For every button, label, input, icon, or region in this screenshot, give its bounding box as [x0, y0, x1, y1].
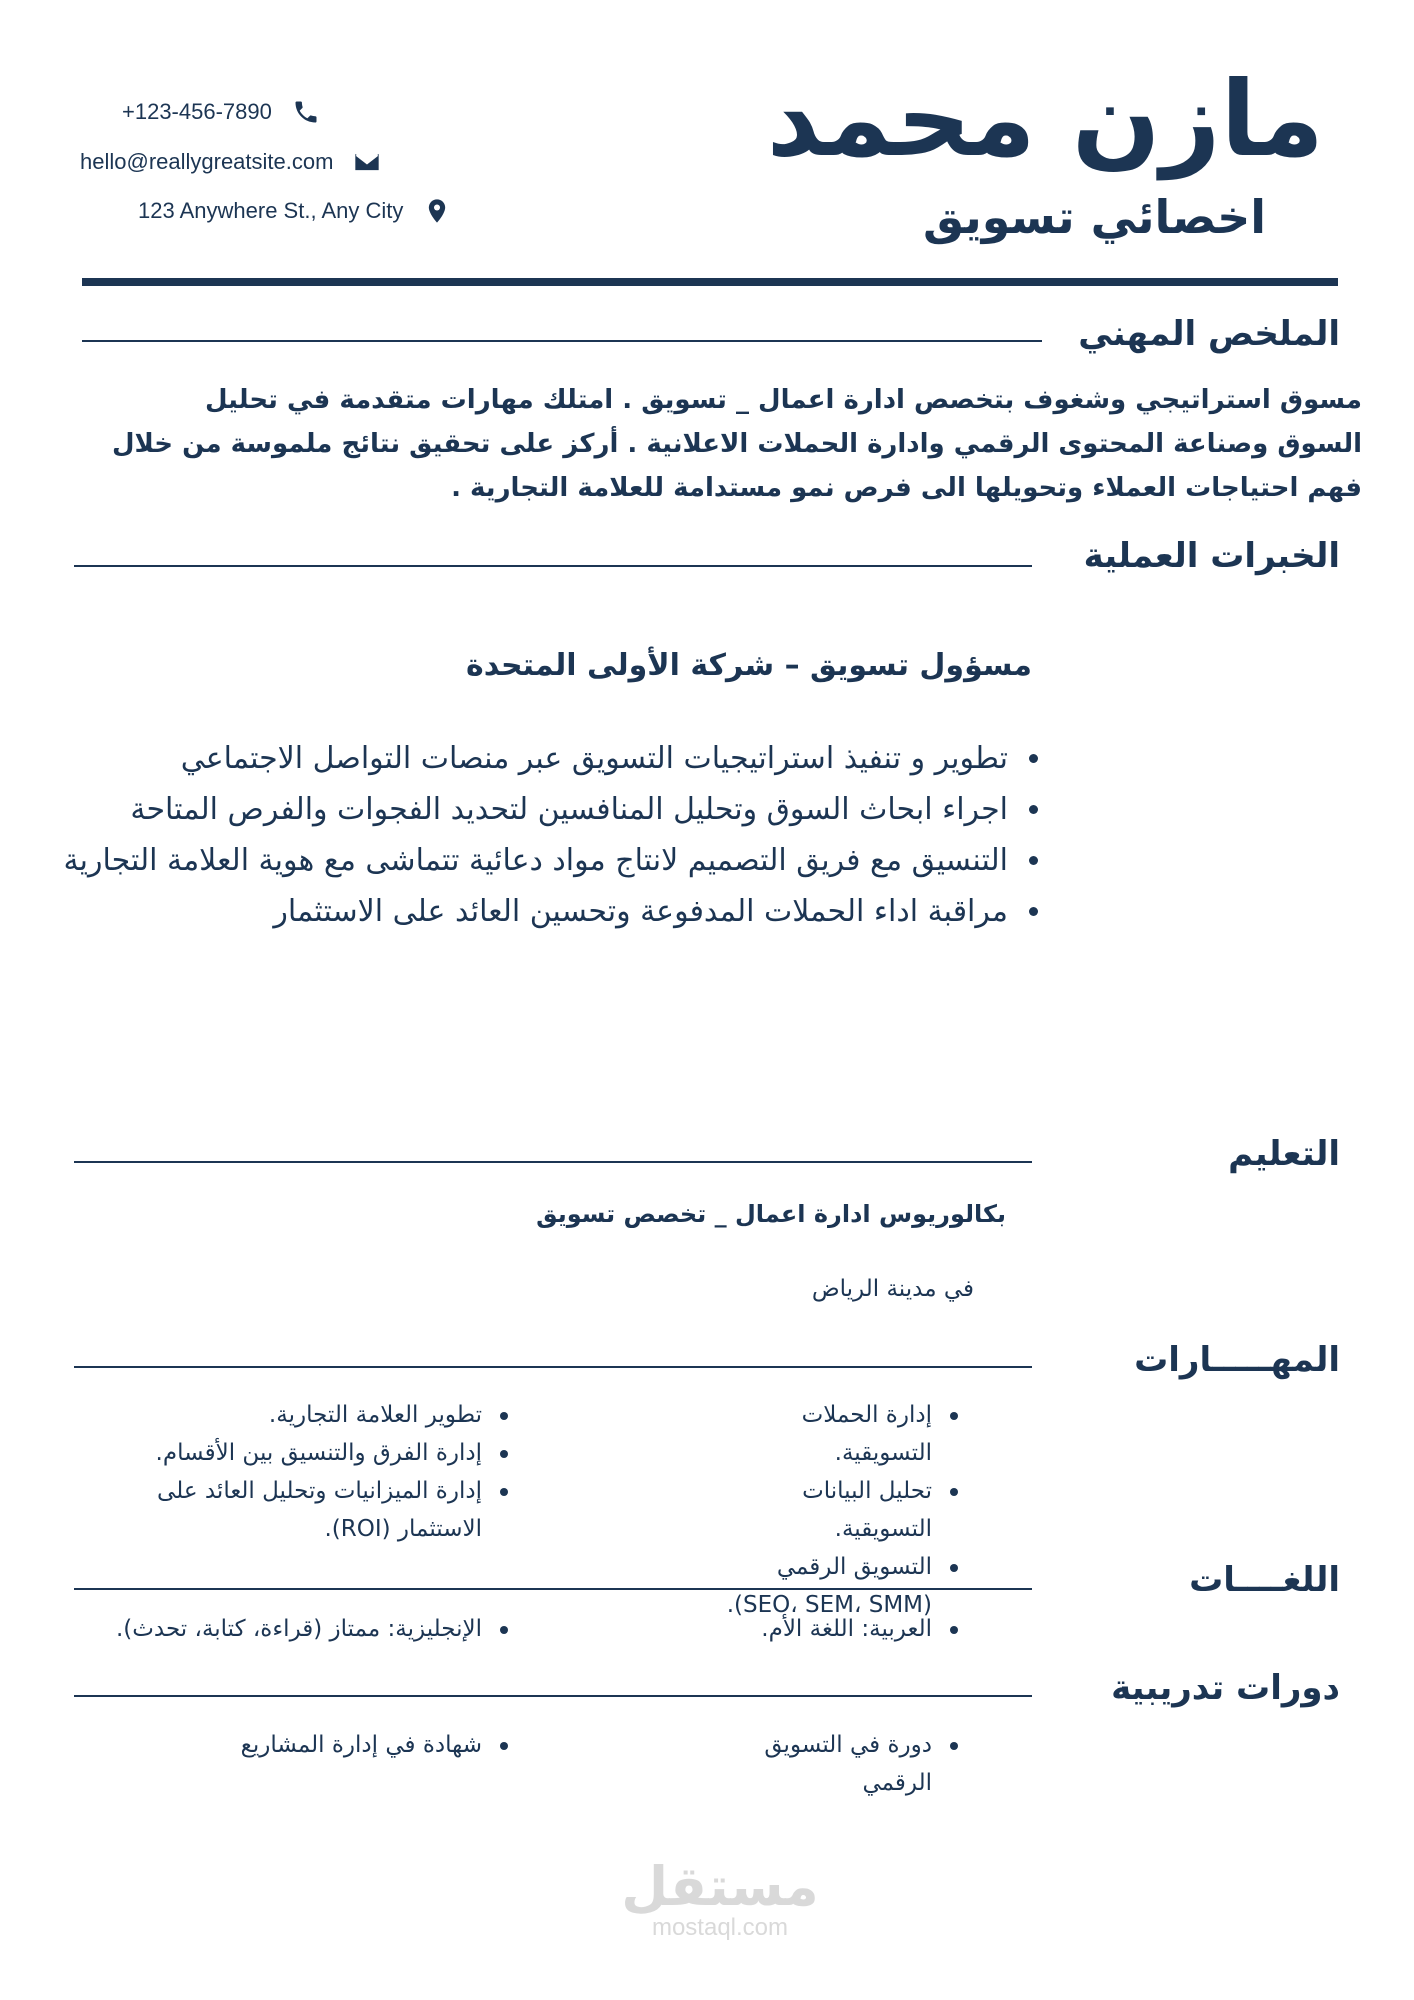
watermark — [600, 1855, 840, 1943]
education-title: التعليم — [1228, 1134, 1340, 1174]
courses-list-right — [714, 1726, 964, 1802]
courses-title: دورات تدريبية — [1111, 1668, 1340, 1708]
education-degree: بكالوريوس ادارة اعمال _ تخصص تسويق — [536, 1200, 1006, 1228]
courses-list-left — [114, 1726, 514, 1764]
list-item: العربية: اللغة الأم. — [714, 1610, 964, 1648]
job-heading: مسؤول تسويق – شركة الأولى المتحدة — [466, 648, 1032, 683]
watermark-logo: مستقل — [621, 1855, 819, 1918]
list-item: شهادة في إدارة المشاريع — [114, 1726, 514, 1764]
education-rule — [74, 1161, 1032, 1163]
list-item: إدارة الحملات التسويقية. — [714, 1396, 964, 1472]
courses-rule — [74, 1695, 1032, 1697]
list-item: مراقبة اداء الحملات المدفوعة وتحسين العائد على الاستثمار — [62, 886, 1042, 937]
summary-text: مسوق استراتيجي وشغوف بتخصص ادارة اعمال _ تسويق . امتلك مهارات متقدمة في تحليل السوق وصناعة المحتوى الرقمي وادارة الحملات الاعلانية . أركز على تحقيق نتائج ملموسة من خلال فهم احتياجات العملاء وتحويلها الى فرص نمو مستدامة للعلامة التجارية . — [111, 385, 1362, 503]
experience-title: الخبرات العملية — [1083, 536, 1340, 576]
job-title: اخصائي تسويق — [922, 190, 1266, 244]
contact-email — [80, 148, 381, 176]
experience-rule — [74, 565, 1032, 567]
list-item: الإنجليزية: ممتاز (قراءة، كتابة، تحدث). — [114, 1610, 514, 1648]
phone-text: +123-456-7890 — [122, 99, 272, 124]
summary-title: الملخص المهني — [1078, 314, 1340, 354]
experience-list — [62, 733, 1042, 937]
list-item: تطوير و تنفيذ استراتيجيات التسويق عبر منصات التواصل الاجتماعي — [62, 733, 1042, 784]
education-city: في مدينة الرياض — [811, 1276, 974, 1302]
languages-rule — [74, 1588, 1032, 1590]
list-item: اجراء ابحاث السوق وتحليل المنافسين لتحديد الفجوات والفرص المتاحة — [62, 784, 1042, 835]
list-item: تطوير العلامة التجارية. — [114, 1396, 514, 1434]
mail-icon — [353, 148, 381, 176]
phone-icon — [292, 98, 320, 126]
skills-rule — [74, 1366, 1032, 1368]
location-pin-icon — [423, 197, 451, 225]
email-text: hello@reallygreatsite.com — [80, 149, 334, 174]
languages-list-left — [114, 1610, 514, 1648]
list-item: تحليل البيانات التسويقية. — [714, 1472, 964, 1548]
header-divider — [82, 278, 1338, 286]
candidate-name: مازن محمد — [766, 58, 1324, 180]
watermark-url: mostaql.com — [651, 1914, 789, 1941]
skills-title: المهـــــارات — [1134, 1340, 1340, 1380]
list-item: التسويق الرقمي (SEO، SEM، SMM). — [714, 1548, 964, 1624]
skills-list-left — [114, 1396, 514, 1548]
languages-list-right — [714, 1610, 964, 1648]
address-text: 123 Anywhere St., Any City — [138, 198, 404, 223]
list-item: إدارة الفرق والتنسيق بين الأقسام. — [114, 1434, 514, 1472]
list-item: التنسيق مع فريق التصميم لانتاج مواد دعائية تتماشى مع هوية العلامة التجارية — [62, 835, 1042, 886]
list-item: إدارة الميزانيات وتحليل العائد على الاستثمار (ROI). — [114, 1472, 514, 1548]
list-item: دورة في التسويق الرقمي — [714, 1726, 964, 1802]
summary-rule — [82, 340, 1042, 342]
contact-phone — [122, 98, 320, 126]
languages-title: اللغــــات — [1189, 1560, 1340, 1600]
contact-address — [138, 197, 451, 225]
